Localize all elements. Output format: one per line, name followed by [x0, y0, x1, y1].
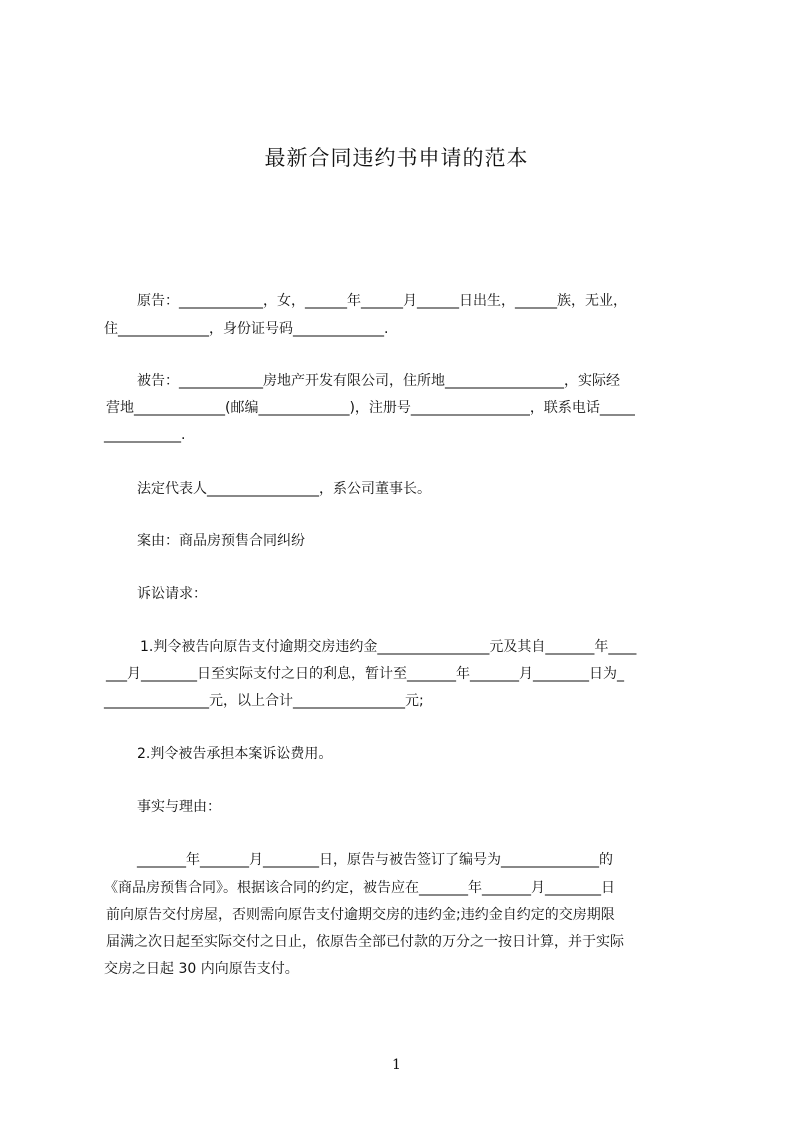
- document-title: 最新合同违约书申请的范本: [264, 146, 529, 170]
- claim-1-line-3: _______________元，以上合计________________元;: [104, 693, 424, 709]
- claims-heading: 诉讼请求：: [137, 586, 207, 602]
- legal-representative: 法定代表人________________，系公司董事长。: [137, 481, 431, 497]
- defendant-line-1: 被告：____________房地产开发有限公司，住所地_________________，实际经: [137, 373, 620, 389]
- plaintiff-line-2: 住_____________，身份证号码_____________.: [104, 321, 389, 337]
- claim-1-line-2: ___月________日至实际支付之日的利息，暂计至_______年_______月________日为_: [106, 666, 624, 682]
- defendant-line-2: 营地_____________(邮编_____________)，注册号_________________，联系电话_____: [106, 400, 635, 416]
- facts-line-4: 届满之次日起至实际交付之日止，依原告全部已付款的万分之一按日计算，并于实际: [106, 934, 624, 950]
- facts-line-1: _______年_______月________日，原告与被告签订了编号为______________的: [137, 852, 613, 868]
- facts-line-3: 前向原告交付房屋，否则需向原告支付逾期交房的违约金;违约金自约定的交房期限: [106, 907, 615, 923]
- claim-2: 2.判令被告承担本案诉讼费用。: [137, 746, 333, 762]
- facts-line-5: 交房之日起 30 内向原告支付。: [104, 961, 299, 977]
- facts-line-2: 《商品房预售合同》。根据该合同的约定，被告应在_______年_______月________日: [104, 880, 615, 896]
- plaintiff-line-1: 原告：____________，女，______年______月______日出生，______族，无业，: [137, 293, 627, 309]
- page-number: 1: [392, 1057, 401, 1073]
- claim-1-line-1: 1.判令被告向原告支付逾期交房违约金________________元及其自_______年____: [140, 639, 637, 655]
- defendant-line-3: ___________.: [104, 427, 186, 443]
- case-cause: 案由：商品房预售合同纠纷: [137, 533, 305, 549]
- facts-heading: 事实与理由：: [137, 799, 221, 815]
